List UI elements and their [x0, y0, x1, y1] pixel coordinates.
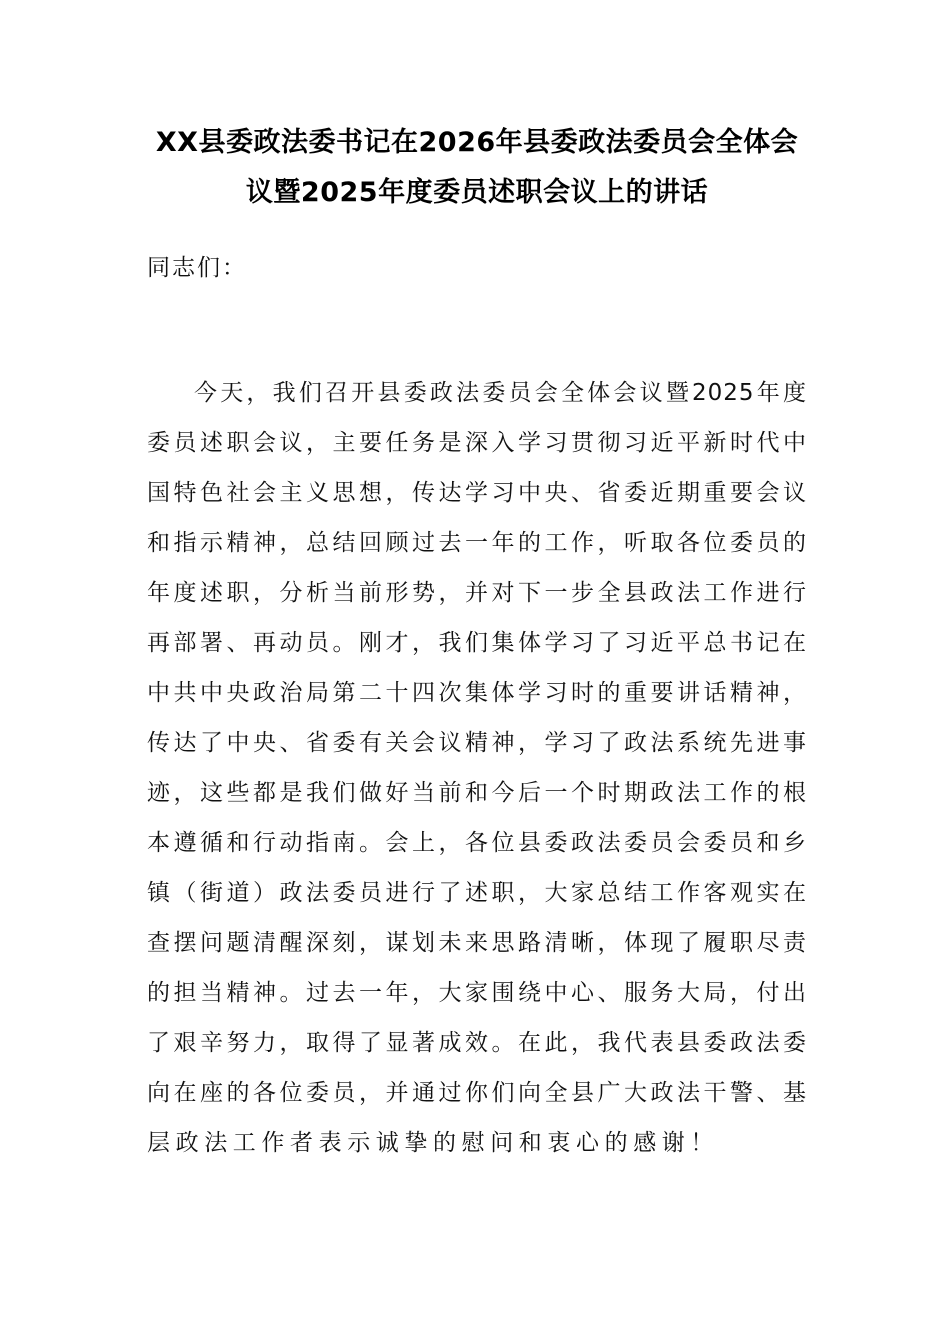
paragraph-line: 年度述职，分析当前形势，并对下一步全县政法工作进行: [147, 580, 807, 606]
paragraph-line: 的担当精神。过去一年，大家围绕中心、服务大局，付出: [147, 980, 807, 1006]
paragraph-line: 镇（街道）政法委员进行了述职，大家总结工作客观实在: [147, 880, 807, 906]
paragraph-line: 再部署、再动员。刚才，我们集体学习了习近平总书记在: [147, 630, 807, 656]
title-line-2: 议暨2025年度委员述职会议上的讲话: [245, 177, 709, 208]
document-title: [147, 118, 807, 218]
paragraph-line: 委员述职会议，主要任务是深入学习贯彻习近平新时代中: [147, 430, 807, 456]
salutation: 同志们：: [147, 255, 247, 281]
paragraph-line: 今天，我们召开县委政法委员会全体会议暨2025年度: [194, 380, 807, 406]
paragraph-line: 迹，这些都是我们做好当前和今后一个时期政法工作的根: [147, 780, 807, 806]
paragraph-line: 中共中央政治局第二十四次集体学习时的重要讲话精神，: [147, 680, 807, 706]
paragraph-line: 查摆问题清醒深刻，谋划未来思路清晰，体现了履职尽责: [147, 930, 807, 956]
paragraph-line: 层政法工作者表示诚挚的慰问和衷心的感谢！: [147, 1130, 719, 1156]
paragraph-line: 和指示精神，总结回顾过去一年的工作，听取各位委员的: [147, 530, 807, 556]
paragraph-line: 传达了中央、省委有关会议精神，学习了政法系统先进事: [147, 730, 807, 756]
paragraph-line: 本遵循和行动指南。会上，各位县委政法委员会委员和乡: [147, 830, 807, 856]
body-paragraph: [147, 368, 807, 1168]
paragraph-line: 向在座的各位委员，并通过你们向全县广大政法干警、基: [147, 1080, 807, 1106]
paragraph-line: 了艰辛努力，取得了显著成效。在此，我代表县委政法委: [147, 1030, 807, 1056]
title-line-1: XX县委政法委书记在2026年县委政法委员会全体会: [155, 127, 799, 158]
paragraph-line: 国特色社会主义思想，传达学习中央、省委近期重要会议: [147, 480, 807, 506]
